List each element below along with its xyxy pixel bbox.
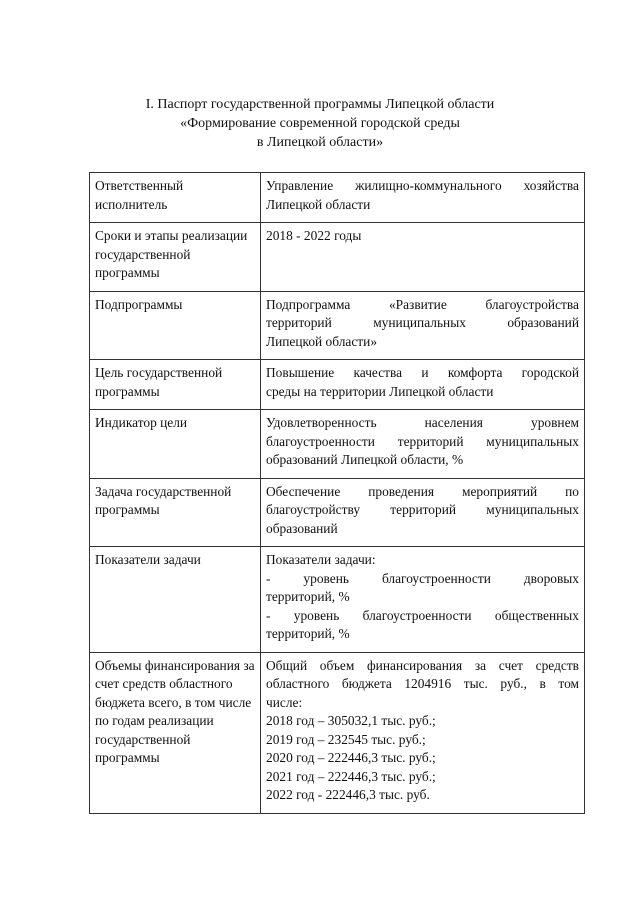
value-line: 2018 год – 305032,1 тыс. руб.; <box>266 713 436 728</box>
value-line: Обеспечение проведения мероприятий по <box>266 483 579 499</box>
table-row <box>90 478 585 547</box>
value-line: 2022 год - 222446,3 тыс. руб. <box>266 787 430 802</box>
value-line: Липецкой области <box>266 196 371 212</box>
passport-table <box>89 172 585 814</box>
row-label: Показатели задачи <box>90 547 261 653</box>
row-value <box>261 547 585 653</box>
row-value <box>261 478 585 547</box>
value-line: образований <box>266 520 338 536</box>
title-line-2: «Формирование современной городской среды <box>180 116 460 131</box>
row-value <box>261 223 585 292</box>
value-line: Управление жилищно-коммунального хозяйства <box>266 178 579 193</box>
title-line-1: I. Паспорт государственной программы Липецкой области <box>145 97 495 112</box>
value-line: среды на территории Липецкой области <box>266 383 494 399</box>
value-line: 2019 год – 232545 тыс. руб.; <box>266 731 426 747</box>
value-line: областного бюджета 1204916 тыс. руб., в том <box>266 676 579 691</box>
value-line: благоустройству территорий муниципальных <box>266 502 579 517</box>
page-title <box>0 95 640 152</box>
row-value <box>261 652 585 813</box>
table-row <box>90 360 585 410</box>
row-label: Подпрограммы <box>90 291 261 360</box>
value-line: - уровень благоустроенности общественных <box>266 607 579 623</box>
row-label: Индикатор цели <box>90 410 261 479</box>
table-row <box>90 223 585 292</box>
row-value <box>261 173 585 223</box>
row-value <box>261 410 585 479</box>
value-line: образований Липецкой области, % <box>266 452 464 467</box>
title-line-3: в Липецкой области» <box>256 135 384 150</box>
value-line: территорий муниципальных образований <box>266 315 579 330</box>
row-label: Ответственный исполнитель <box>90 173 261 223</box>
value-line: благоустроенности территорий муниципальных <box>266 433 579 449</box>
value-line: 2020 год – 222446,3 тыс. руб.; <box>266 750 436 765</box>
value-line: 2021 год – 222446,3 тыс. руб.; <box>266 768 436 784</box>
value-line: Показатели задачи: <box>266 552 376 567</box>
value-line: Удовлетворенность населения уровнем <box>266 415 579 430</box>
value-line: территорий, % <box>266 626 350 641</box>
value-line: Подпрограмма «Развитие благоустройства <box>266 296 579 312</box>
value-line: Общий объем финансирования за счет средств <box>266 657 579 673</box>
table-row <box>90 291 585 360</box>
value-line: - уровень благоустроенности дворовых <box>266 570 579 586</box>
value-line: территорий, % <box>266 589 350 604</box>
passport-table-body <box>90 173 585 814</box>
row-label: Задача государственной программы <box>90 478 261 547</box>
row-value <box>261 360 585 410</box>
row-label: Цель государственной программы <box>90 360 261 410</box>
table-row <box>90 173 585 223</box>
value-line: 2018 - 2022 годы <box>266 228 362 243</box>
value-line: числе: <box>266 694 303 710</box>
table-row <box>90 547 585 653</box>
table-row <box>90 410 585 479</box>
table-row <box>90 652 585 813</box>
value-line: Повышение качества и комфорта городской <box>266 365 579 380</box>
value-line: Липецкой области» <box>266 333 378 349</box>
row-value <box>261 291 585 360</box>
row-label: Объемы финансирования за счет средств областного бюджета всего, в том числе по годам реализации государственной программы <box>90 652 261 813</box>
row-label: Сроки и этапы реализации государственной программы <box>90 223 261 292</box>
